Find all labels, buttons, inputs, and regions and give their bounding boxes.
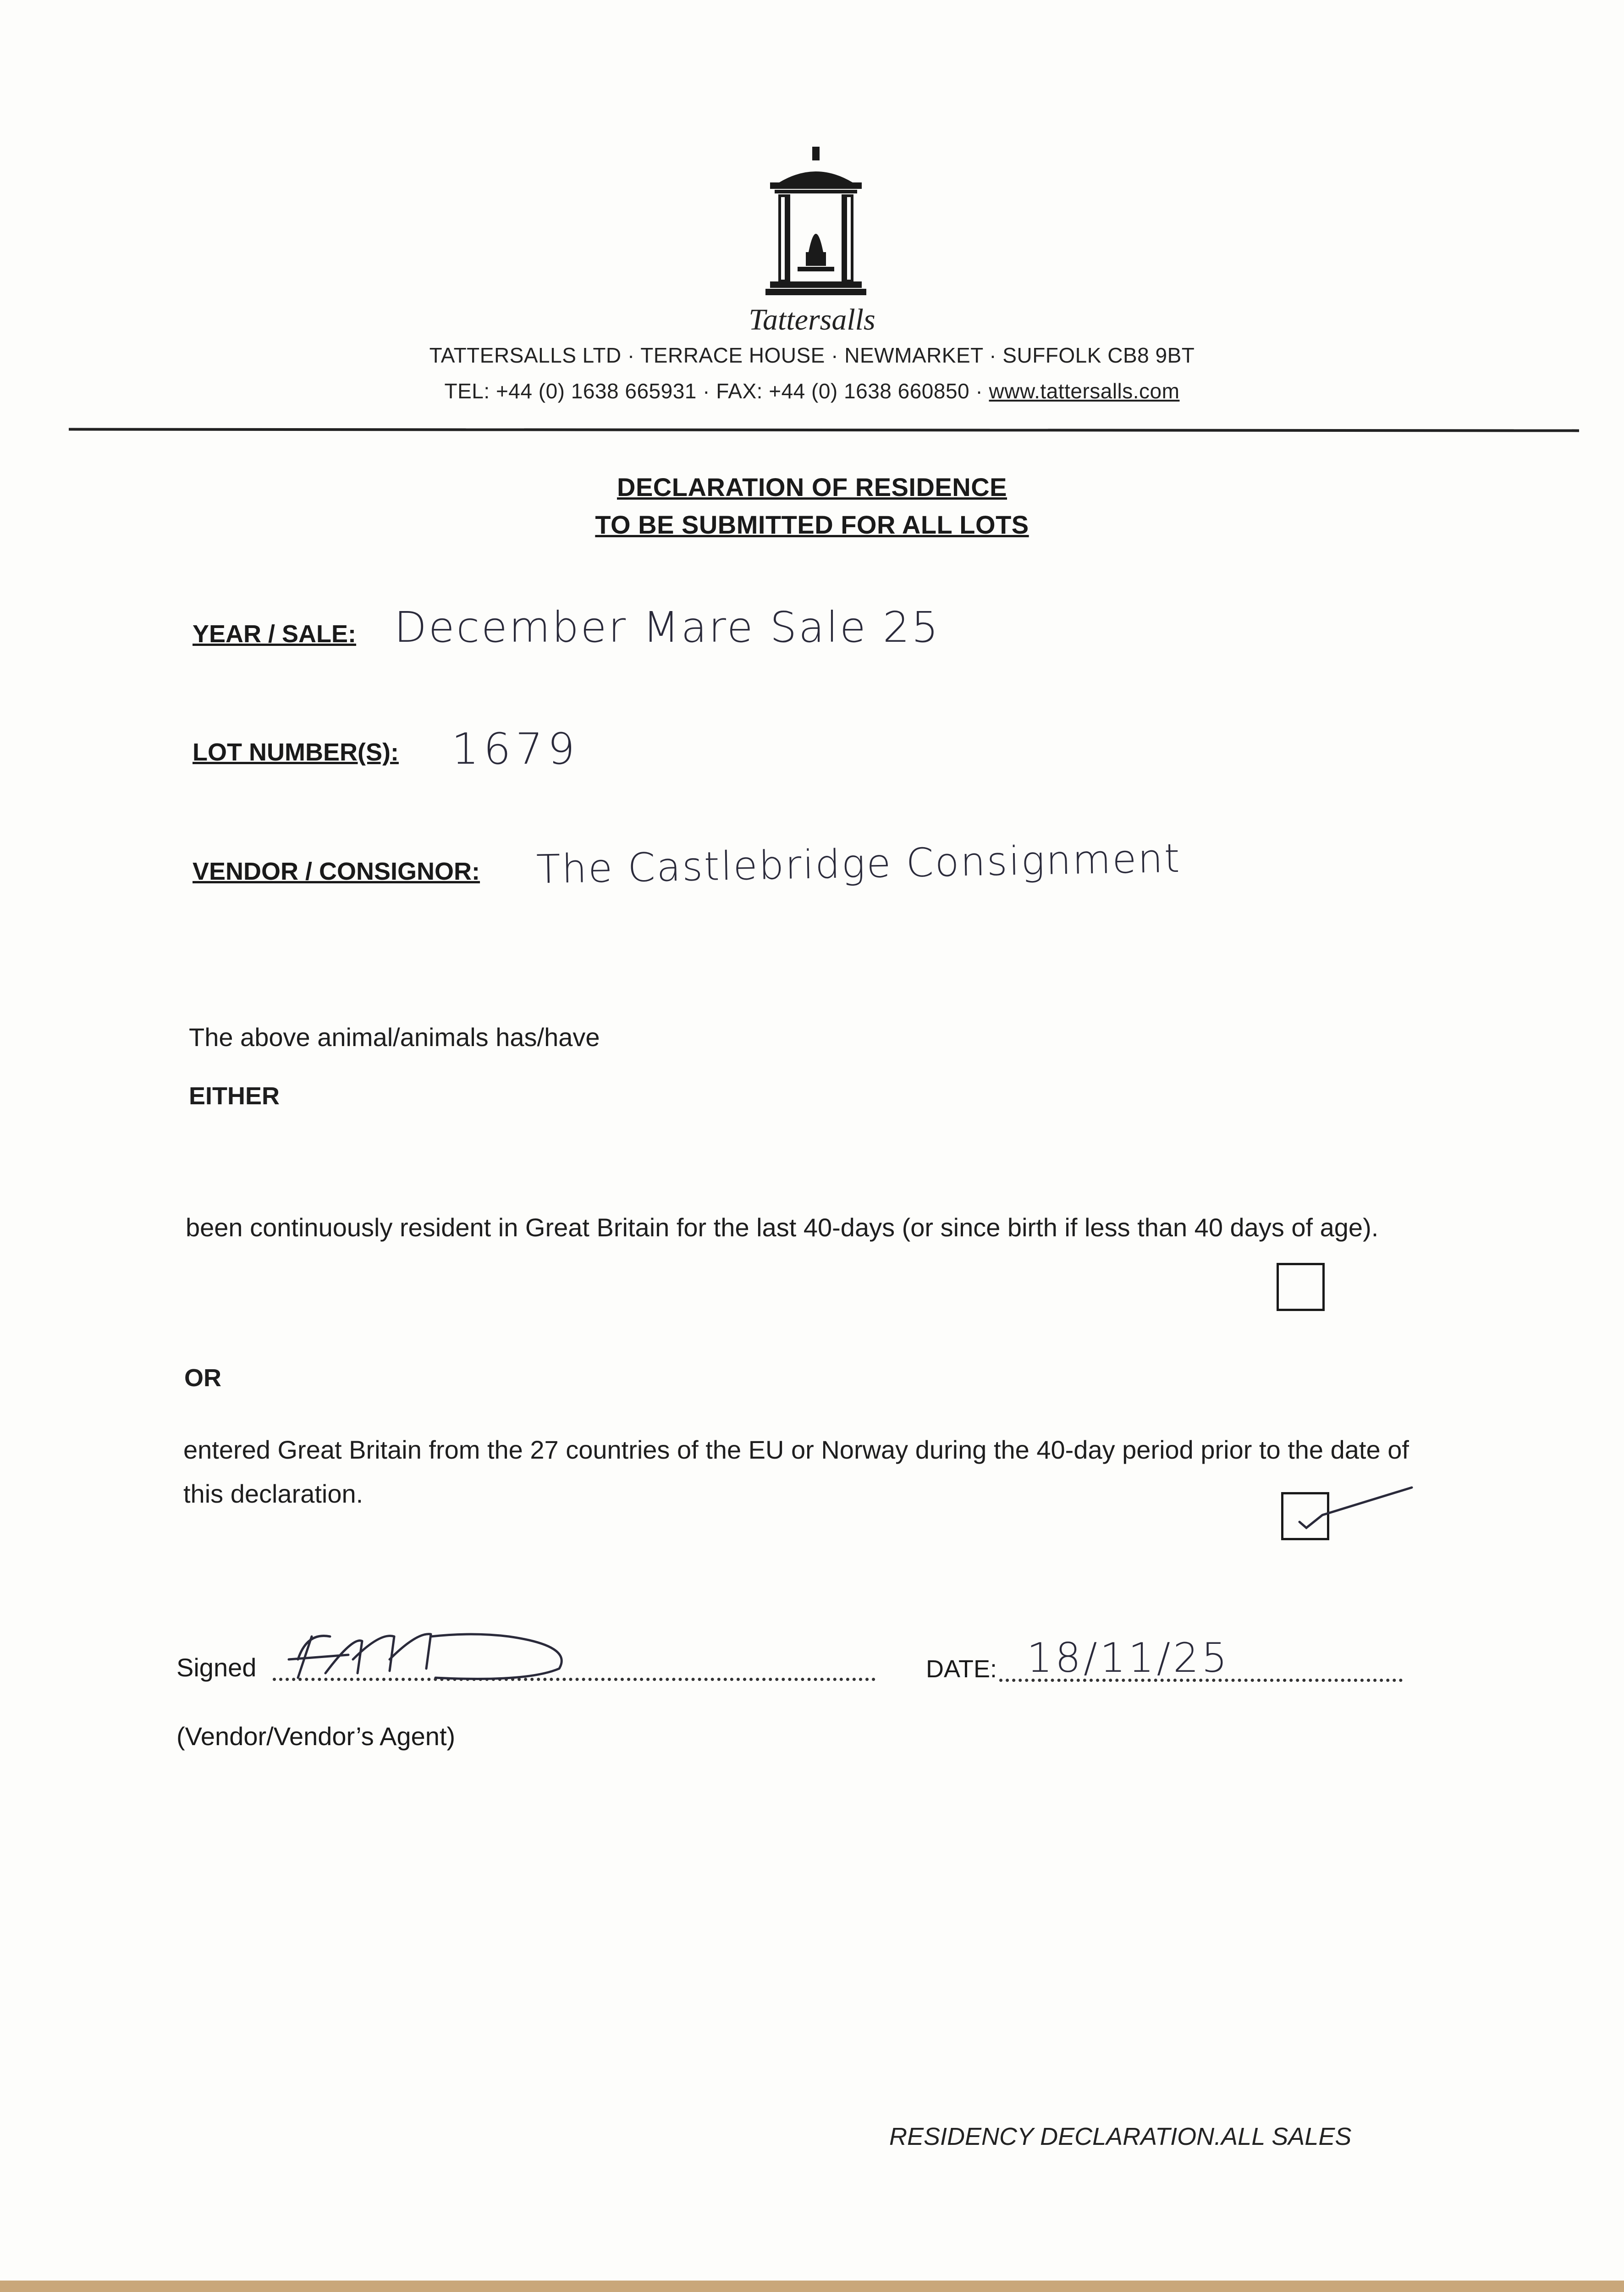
lot-number-label: LOT NUMBER(S): [193,738,399,766]
lot-number-value: 1679 [451,724,580,774]
form-title: DECLARATION OF RESIDENCE [617,473,1007,501]
website-link[interactable]: www.tattersalls.com [989,379,1180,403]
option-2-text: entered Great Britain from the 27 countries of the EU or Norway during the 40-day period prior to the date of this declaration. [183,1435,1409,1508]
tattersalls-logo [761,147,871,303]
date-label: DATE: [926,1655,997,1683]
date-value: 18/11/25 [1027,1634,1230,1681]
signature-scribble [280,1618,600,1691]
signer-caption: (Vendor/Vendor’s Agent) [176,1722,456,1751]
form-subtitle: TO BE SUBMITTED FOR ALL LOTS [595,510,1029,539]
contact-numbers: TEL: +44 (0) 1638 665931 · FAX: +44 (0) 1638 660850 · [444,379,989,403]
scan-background-edge [0,2281,1624,2292]
vendor-value: The Castlebridge Consignment [536,835,1182,893]
option-1-text: been continuously resident in Great Britain for the last 40-days (or since birth if less than 40 days of age). [186,1213,1379,1242]
signed-label: Signed [176,1653,257,1682]
company-address: TATTERSALLS LTD · TERRACE HOUSE · NEWMARKET · SUFFOLK CB8 9BT [429,343,1195,367]
form-footer: RESIDENCY DECLARATION.ALL SALES [889,2123,1352,2150]
check-mark-icon [1288,1478,1416,1547]
year-sale-label: YEAR / SALE: [193,620,357,648]
either-heading: EITHER [189,1082,280,1110]
year-sale-value: December Mare Sale 25 [394,603,940,652]
header-divider [69,428,1579,432]
intro-text: The above animal/animals has/have [189,1023,600,1052]
company-contact [0,379,1624,403]
option-1-checkbox[interactable] [1277,1263,1325,1311]
vendor-label: VENDOR / CONSIGNOR: [193,858,480,885]
brand-name: Tattersalls [749,303,875,336]
or-heading: OR [184,1364,221,1392]
